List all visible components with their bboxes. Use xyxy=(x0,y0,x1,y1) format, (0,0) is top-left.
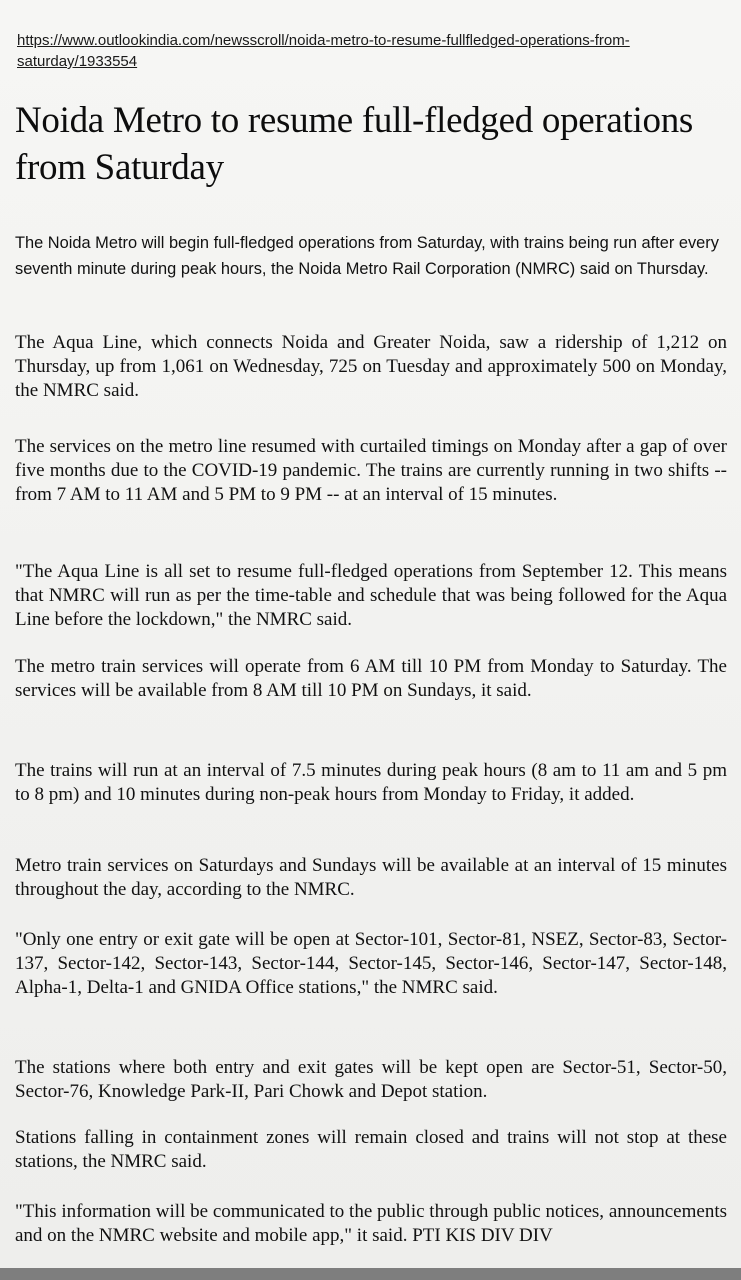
article-lead: The Noida Metro will begin full-fledged operations from Saturday, with trains being run after every seventh minute during peak hours, the Noida Metro Rail Corporation (NMRC) said on Thursday. xyxy=(15,234,719,278)
article-paragraph: "The Aqua Line is all set to resume full-fledged operations from September 12. This means that NMRC will run as per the time-table and schedule that was being followed for the Aqua Line before the lockdown," the NMRC said. xyxy=(15,561,727,630)
article-paragraph: The metro train services will operate from 6 AM till 10 PM from Monday to Saturday. The services will be available from 8 AM till 10 PM on Sundays, it said. xyxy=(15,656,727,701)
source-url: https://www.outlookindia.com/newsscroll/noida-metro-to-resume-fullfledged-operations-from-saturday/1933554 xyxy=(17,32,630,70)
article-paragraph: The trains will run at an interval of 7.5 minutes during peak hours (8 am to 11 am and 5 pm to 8 pm) and 10 minutes during non-peak hours from Monday to Friday, it added. xyxy=(15,760,727,805)
article-paragraph: "This information will be communicated to the public through public notices, announcements and on the NMRC website and mobile app," it said. PTI KIS DIV DIV xyxy=(15,1201,727,1246)
article-paragraph: The Aqua Line, which connects Noida and Greater Noida, saw a ridership of 1,212 on Thursday, up from 1,061 on Wednesday, 725 on Tuesday and approximately 500 on Monday, the NMRC said. xyxy=(15,332,727,401)
scan-bottom-edge xyxy=(0,1268,741,1280)
article-paragraph: Metro train services on Saturdays and Sundays will be available at an interval of 15 minutes throughout the day, according to the NMRC. xyxy=(15,855,727,900)
article-title: Noida Metro to resume full-fledged operations from Saturday xyxy=(15,100,693,188)
article-paragraph: The services on the metro line resumed with curtailed timings on Monday after a gap of over five months due to the COVID-19 pandemic. The trains are currently running in two shifts -- from 7 AM to 11 AM and 5 PM to 9 PM -- at an interval of 15 minutes. xyxy=(15,436,727,505)
article-paragraph: Stations falling in containment zones will remain closed and trains will not stop at these stations, the NMRC said. xyxy=(15,1127,727,1172)
article-paragraph: "Only one entry or exit gate will be open at Sector-101, Sector-81, NSEZ, Sector-83, Sector-137, Sector-142, Sector-143, Sector-144, Sector-145, Sector-146, Sector-147, Sector-148, Alpha-1, Delta-1 and GNIDA Office stations," the NMRC said. xyxy=(15,929,727,998)
article-paragraph: The stations where both entry and exit gates will be kept open are Sector-51, Sector-50, Sector-76, Knowledge Park-II, Pari Chowk and Depot station. xyxy=(15,1057,727,1102)
